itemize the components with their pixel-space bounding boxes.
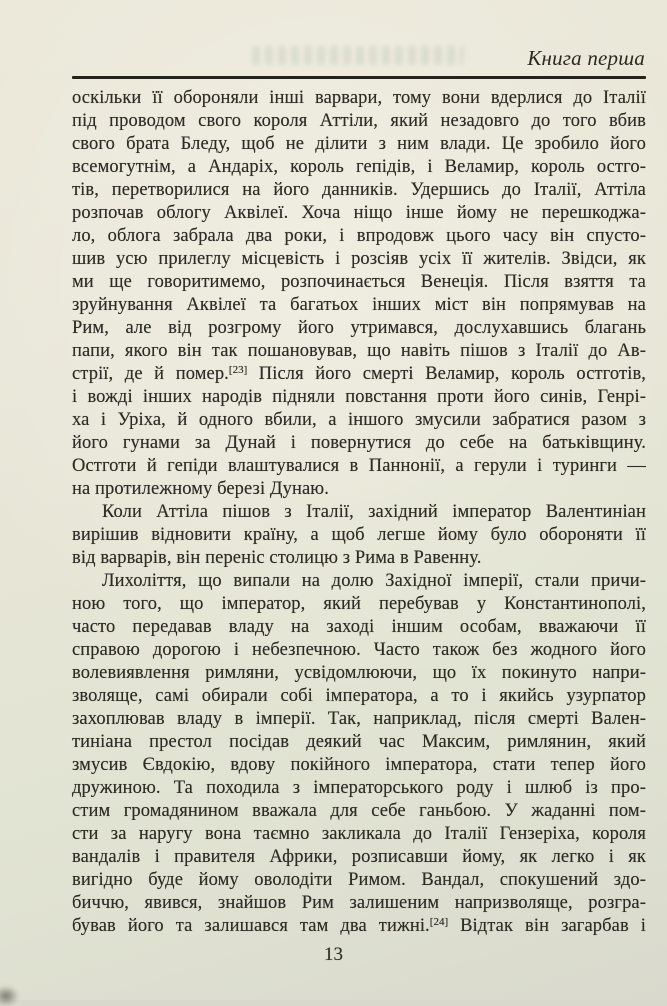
text-line: вирішив відновити країну, а щоб легше йому було обороняти її [72, 525, 646, 545]
text-line: свого брата Бледу, щоб не ділити з ним влади. Це зробило його [72, 134, 646, 154]
text-line: захоплював владу в імперії. Так, наприклад, після смерті Вален- [72, 709, 646, 729]
text-line: Коли Аттіла пішов з Італії, західний імператор Валентиніан [102, 502, 646, 522]
text-line: бував його та залишався там два тижні.[24] Відтак він загарбав і [72, 916, 646, 936]
text-line: стим громадянином вважала для себе ганьбою. У жаданні пом- [72, 801, 646, 821]
running-header-title: Книга перша [527, 46, 645, 70]
text-line: зволяще, самі обирали собі імператора, а то і якийсь узурпатор [72, 686, 646, 706]
text-line: волевиявлення римляни, усвідомлюючи, що їх покинуто напри- [72, 663, 646, 683]
text-line: сти за наругу вона таємно закликала до Італії Гензеріха, короля [72, 824, 646, 844]
footnote-ref: [24] [429, 916, 449, 928]
text-line: шив усю прилеглу місцевість і розсіяв усіх її жителів. Звідси, як [72, 249, 646, 269]
text-line: часто передавав владу на заході іншим особам, вважаючи її [72, 617, 646, 637]
text-line: вандалів і правителя Африки, розписавши йому, як легко і як [72, 847, 646, 867]
footnote-ref: [23] [228, 364, 248, 376]
body-text [72, 87, 646, 938]
text-line: під проводом свого короля Аттіли, який незадовго до того вбив [72, 111, 646, 131]
text-line: від варварів, він переніс столицю з Рима в Равенну. [72, 548, 482, 568]
text-line: Рим, але від розгрому його утримався, дослухавшись благань [72, 318, 646, 338]
text-line: і вожді інших народів підняли повстання проти його синів, Генрі- [72, 387, 646, 407]
text-line: на протилежному березі Дунаю. [72, 479, 329, 499]
header-rule [72, 76, 646, 79]
text-line: тиніана престол посідав деякий час Максим, римлянин, який [72, 732, 646, 752]
text-line: зруйнування Аквілеї та багатьох інших міст він попрямував на [72, 295, 646, 315]
text-line: Лихоліття, що випали на долю Західної імперії, стали причи- [102, 571, 646, 591]
text-line: Остготи й гепіди влаштувалися в Паннонії, а герули і туринги — [72, 456, 646, 476]
text-line: розпочав облогу Аквілеї. Хоча ніщо інше йому не перешкоджа- [72, 203, 646, 223]
text-line: ми ще говоритимемо, розпочинається Венеція. Після взяття та [72, 272, 646, 292]
text-line: вигідно буде йому оволодіти Римом. Вандал, спокушений здо- [72, 870, 646, 890]
text-line: папи, якого він так пошановував, що навіть пішов з Італії до Ав- [72, 341, 646, 361]
text-line: тів, перетворилися на його данників. Удершись до Італії, Аттіла [72, 180, 646, 200]
text-line: ха і Уріха, й одного вбили, а іншого змусили забратися разом з [72, 410, 646, 430]
text-line: оскільки її обороняли інші варвари, тому вони вдерлися до Італії [72, 88, 646, 108]
text-line: ло, облога забрала два роки, і впродовж цього часу він спусто- [72, 226, 646, 246]
text-line: ною того, що імператор, який перебував у Константинополі, [72, 594, 646, 614]
scan-corner-shadow [0, 986, 19, 1006]
text-line: стрії, де й помер.[23] Після його смерті Веламир, король остготів, [72, 364, 647, 384]
text-line: всемогутнім, а Андаріх, король гепідів, і Веламир, король остго- [72, 157, 646, 177]
text-line: дружиною. Та походила з імператорського роду і шлюб із про- [72, 778, 646, 798]
page-number: 13 [324, 944, 343, 965]
running-header [72, 46, 645, 71]
text-line: биччю, явився, знайшов Рим залишеним напризволяще, розгра- [72, 893, 646, 913]
text-line: змусив Євдокію, вдову покійного імператора, стати тепер його [72, 755, 646, 775]
text-line: справою дорогою і небезпечною. Часто також без жодного його [72, 640, 646, 660]
text-line: його гунами за Дунай і повернутися до себе на батьківщину. [72, 433, 646, 453]
